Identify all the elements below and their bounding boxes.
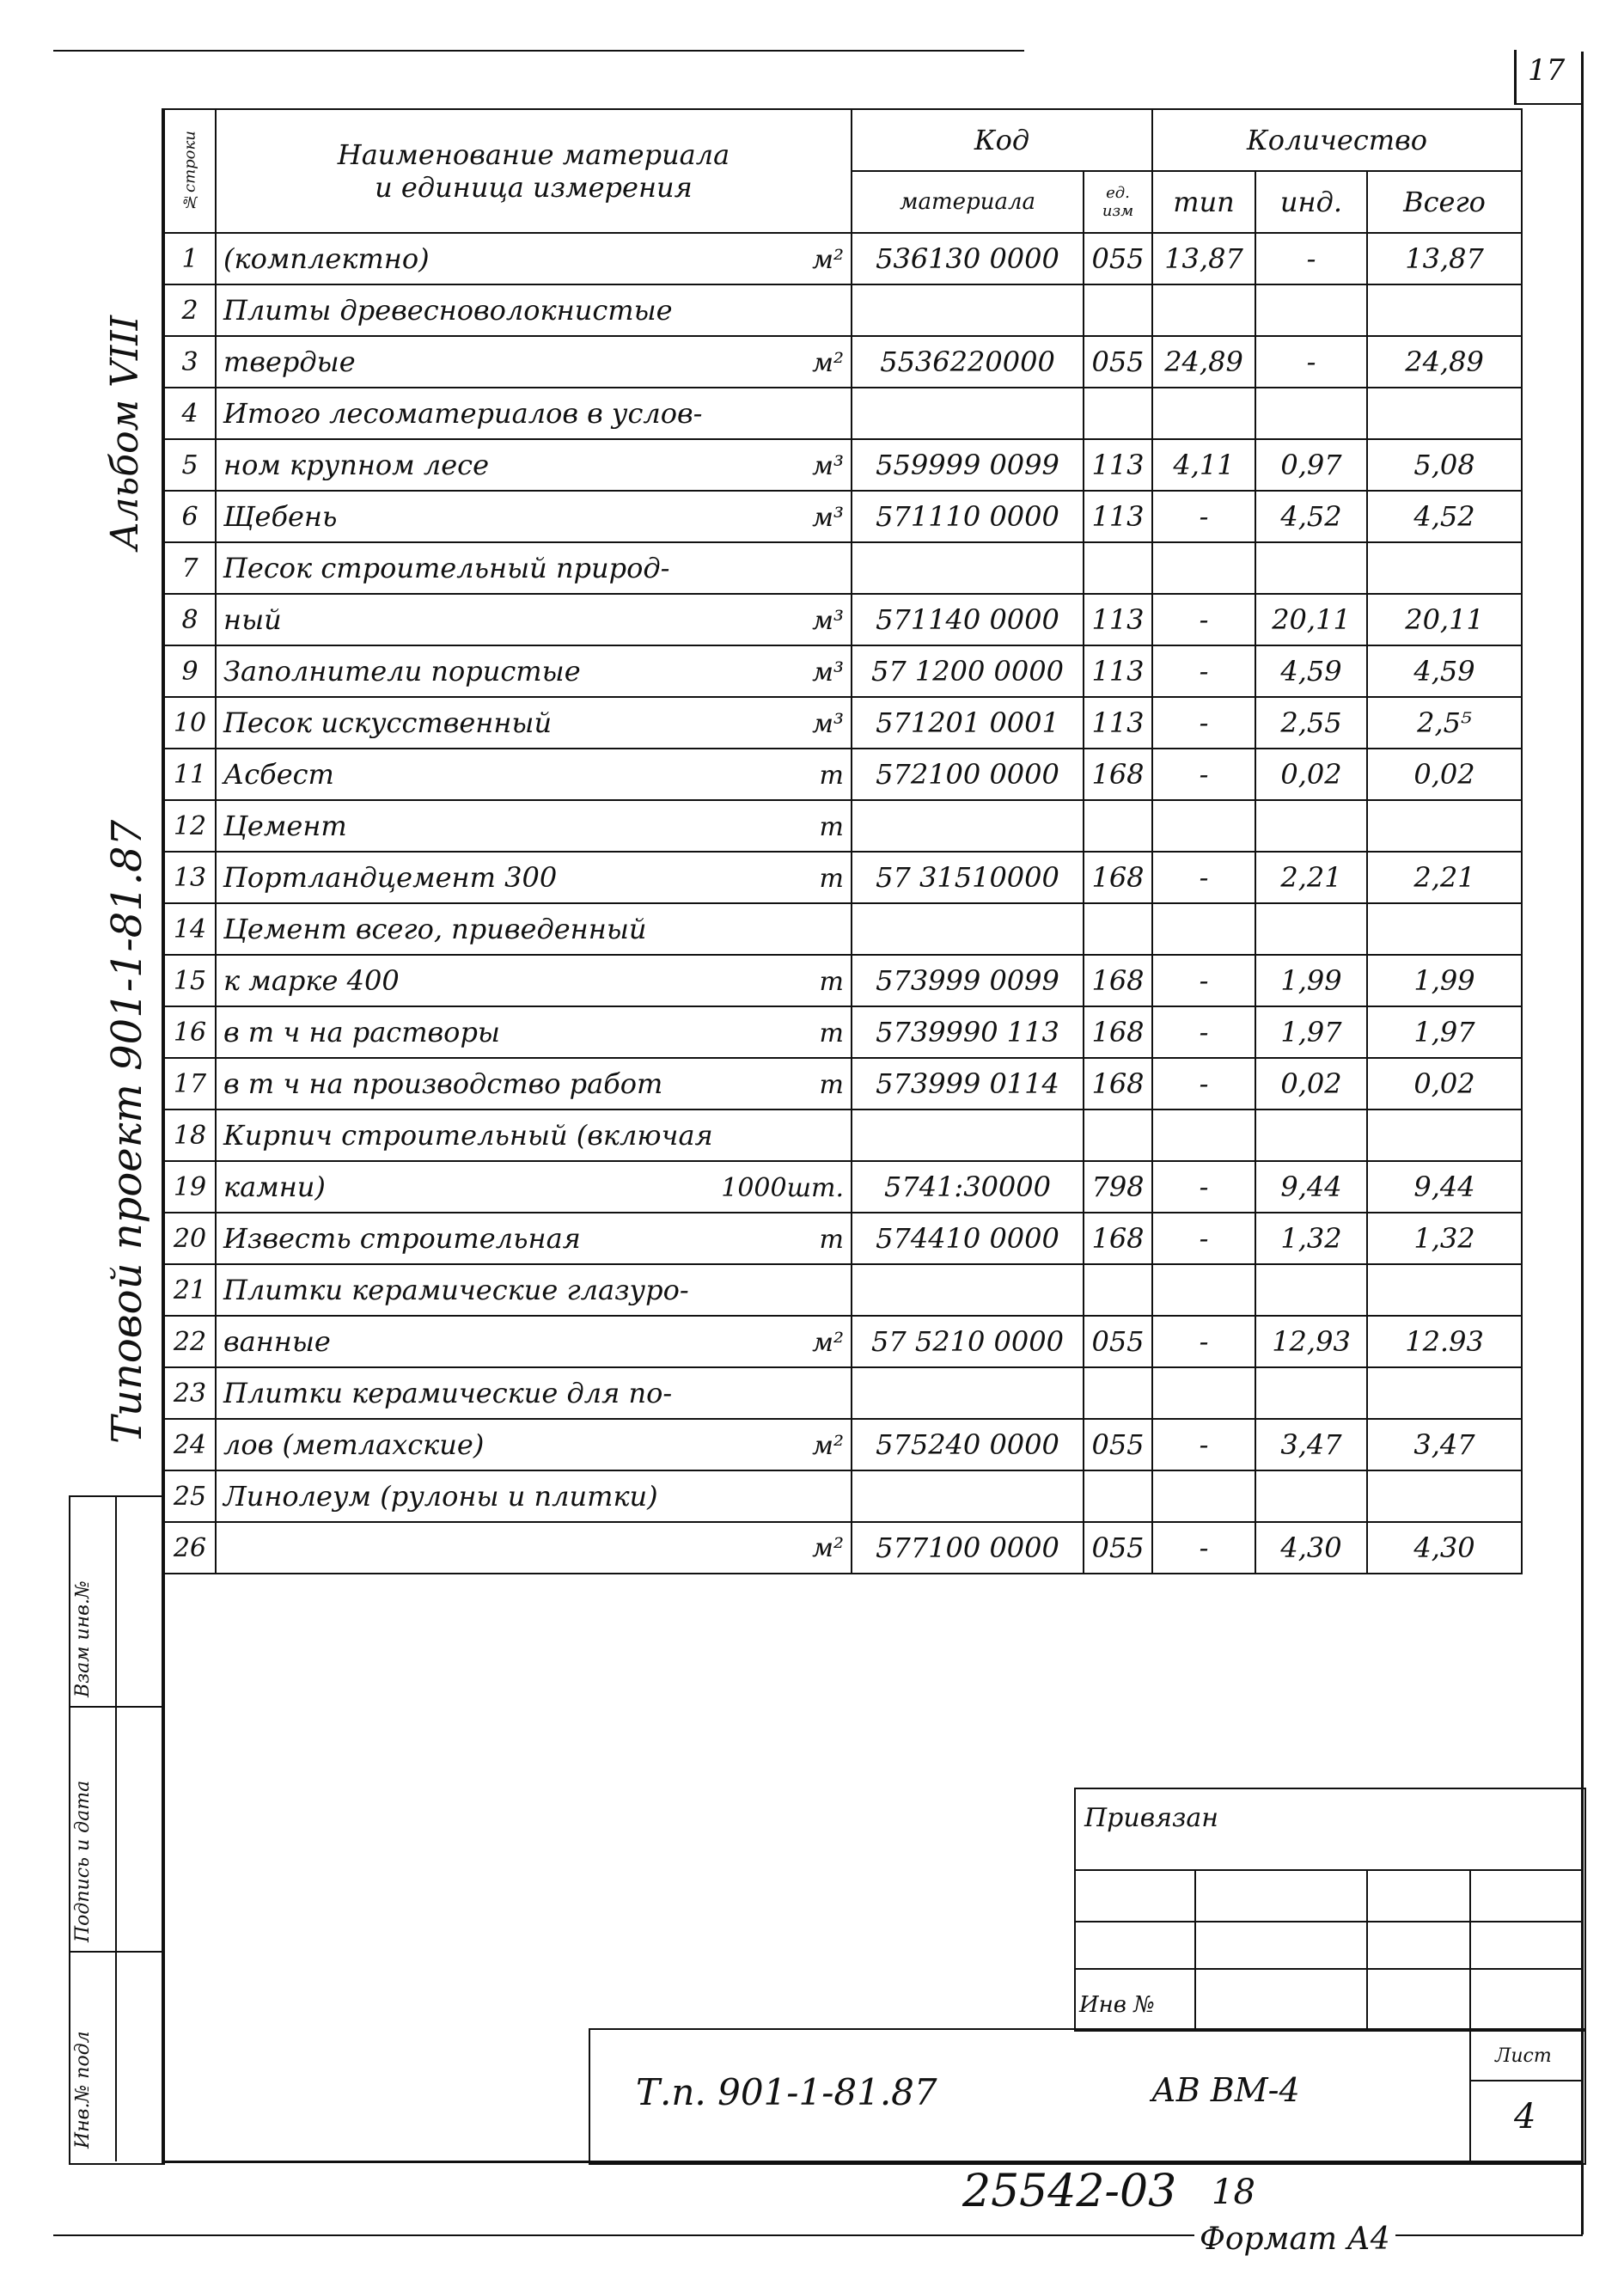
qty-typ-cell <box>1152 388 1255 439</box>
qty-ind-cell: 4,30 <box>1255 1522 1367 1574</box>
unit-code-cell: 055 <box>1084 336 1152 388</box>
unit-code-cell: 168 <box>1084 1058 1152 1109</box>
qty-total-cell <box>1367 903 1522 955</box>
qty-ind-cell <box>1255 1264 1367 1316</box>
qty-typ-cell: - <box>1152 955 1255 1006</box>
material-name-cell <box>216 388 852 439</box>
qty-ind-cell <box>1255 542 1367 594</box>
qty-typ-cell <box>1152 1264 1255 1316</box>
page-number: 17 <box>1528 53 1566 88</box>
header-code-unit: ед. изм <box>1084 171 1152 233</box>
material-code-cell <box>852 542 1084 594</box>
row-number-cell: 23 <box>164 1367 216 1419</box>
table-row <box>164 1006 1522 1058</box>
row-number-cell: 25 <box>164 1470 216 1522</box>
header-row-no-text: №строки <box>180 131 199 211</box>
qty-total-cell: 0,02 <box>1367 1058 1522 1109</box>
album-label: Альбом VIII <box>103 315 147 550</box>
material-name: Песок искусственный <box>223 706 553 739</box>
qty-ind-cell: 1,99 <box>1255 955 1367 1006</box>
qty-typ-cell <box>1152 1109 1255 1161</box>
material-code-cell <box>852 388 1084 439</box>
material-name: лов (метлахские) <box>223 1428 485 1461</box>
material-name-cell <box>216 955 852 1006</box>
table-row <box>164 955 1522 1006</box>
unit-code-cell <box>1084 1367 1152 1419</box>
table-row <box>164 1213 1522 1264</box>
qty-ind-cell: 0,02 <box>1255 749 1367 800</box>
unit-code-cell: 168 <box>1084 1213 1152 1264</box>
material-name-cell <box>216 852 852 903</box>
row-number-cell: 13 <box>164 852 216 903</box>
qty-total-cell: 13,87 <box>1367 233 1522 284</box>
qty-typ-cell: - <box>1152 697 1255 749</box>
material-name: Плиты древесноволокнистые <box>223 294 673 327</box>
material-name: Песок строительный природ- <box>223 552 670 584</box>
row-number-cell: 22 <box>164 1316 216 1367</box>
archive-sub: 18 <box>1212 2173 1255 2212</box>
material-code-cell: 571201 0001 <box>852 697 1084 749</box>
title-block-col-b <box>1366 1869 1368 2028</box>
row-number-cell: 4 <box>164 388 216 439</box>
unit-code-cell: 168 <box>1084 852 1152 903</box>
header-qty-total: Всего <box>1367 171 1522 233</box>
material-name-cell <box>216 1006 852 1058</box>
table-row <box>164 903 1522 955</box>
qty-typ-cell: - <box>1152 594 1255 645</box>
material-name: к марке 400 <box>223 964 400 997</box>
material-name: Итого лесоматериалов в услов- <box>223 397 703 430</box>
material-code-cell <box>852 284 1084 336</box>
material-unit: т <box>819 967 844 997</box>
table-row <box>164 388 1522 439</box>
material-code-cell: 559999 0099 <box>852 439 1084 491</box>
qty-typ-cell <box>1152 903 1255 955</box>
material-code-cell: 574410 0000 <box>852 1213 1084 1264</box>
header-qty-typ: тип <box>1152 171 1255 233</box>
qty-ind-cell: 0,97 <box>1255 439 1367 491</box>
unit-code-cell <box>1084 1470 1152 1522</box>
qty-total-cell: 4,59 <box>1367 645 1522 697</box>
row-number-cell: 10 <box>164 697 216 749</box>
material-name: Заполнители пористые <box>223 655 581 688</box>
header-qty-ind: инд. <box>1255 171 1367 233</box>
qty-total-cell <box>1367 1109 1522 1161</box>
material-unit: м² <box>812 1532 844 1563</box>
qty-typ-cell: - <box>1152 1058 1255 1109</box>
material-name-cell <box>216 1213 852 1264</box>
material-name-cell <box>216 594 852 645</box>
material-name: Линолеум (рулоны и плитки) <box>223 1480 658 1513</box>
qty-ind-cell <box>1255 903 1367 955</box>
material-name-cell <box>216 439 852 491</box>
table-row <box>164 697 1522 749</box>
material-name-cell <box>216 903 852 955</box>
qty-ind-cell: 3,47 <box>1255 1419 1367 1470</box>
material-unit: т <box>819 1225 844 1255</box>
table-row <box>164 284 1522 336</box>
sidebar-stamp-inv: Инв.№ подл <box>72 2031 94 2149</box>
header-code-material: материала <box>852 171 1084 233</box>
qty-total-cell: 5,08 <box>1367 439 1522 491</box>
qty-ind-cell <box>1255 1109 1367 1161</box>
unit-code-cell <box>1084 388 1152 439</box>
qty-typ-cell: - <box>1152 1419 1255 1470</box>
material-code-cell: 5741:30000 <box>852 1161 1084 1213</box>
document-designation: Т.п. 901-1-81.87 <box>636 2071 937 2113</box>
qty-ind-cell: 2,55 <box>1255 697 1367 749</box>
table-row <box>164 1109 1522 1161</box>
qty-typ-cell <box>1152 542 1255 594</box>
row-number-cell: 18 <box>164 1109 216 1161</box>
qty-ind-cell: 20,11 <box>1255 594 1367 645</box>
material-code-cell: 573999 0114 <box>852 1058 1084 1109</box>
unit-code-cell: 113 <box>1084 645 1152 697</box>
material-unit: м³ <box>812 709 844 739</box>
material-unit: м³ <box>812 657 844 688</box>
material-name-cell <box>216 697 852 749</box>
material-code-cell: 536130 0000 <box>852 233 1084 284</box>
row-number-cell: 1 <box>164 233 216 284</box>
table-row <box>164 491 1522 542</box>
material-code-cell <box>852 1470 1084 1522</box>
header-row-no <box>164 109 216 233</box>
qty-total-cell <box>1367 800 1522 852</box>
material-unit: т <box>819 1070 844 1100</box>
qty-typ-cell <box>1152 284 1255 336</box>
material-name-cell <box>216 1367 852 1419</box>
qty-ind-cell: 1,97 <box>1255 1006 1367 1058</box>
header-row-1 <box>164 109 1522 171</box>
row-number-cell: 20 <box>164 1213 216 1264</box>
unit-code-cell: 168 <box>1084 955 1152 1006</box>
table-row <box>164 1316 1522 1367</box>
material-name: ный <box>223 603 282 636</box>
row-number-cell: 8 <box>164 594 216 645</box>
row-number-cell: 24 <box>164 1419 216 1470</box>
qty-ind-cell <box>1255 800 1367 852</box>
table-row <box>164 542 1522 594</box>
qty-typ-cell <box>1152 800 1255 852</box>
qty-total-cell: 4,30 <box>1367 1522 1522 1574</box>
unit-code-cell: 055 <box>1084 233 1152 284</box>
material-unit: м³ <box>812 451 844 481</box>
qty-total-cell: 24,89 <box>1367 336 1522 388</box>
material-name: в т ч на производство работ <box>223 1067 663 1100</box>
material-code-cell: 577100 0000 <box>852 1522 1084 1574</box>
material-code-cell <box>852 903 1084 955</box>
qty-ind-cell: - <box>1255 233 1367 284</box>
row-number-cell: 5 <box>164 439 216 491</box>
qty-typ-cell: - <box>1152 1161 1255 1213</box>
sheet-cell-left <box>1469 2028 1471 2161</box>
material-name-cell <box>216 1109 852 1161</box>
material-name-cell <box>216 336 852 388</box>
title-block-row-c <box>1074 1968 1583 1970</box>
material-name: Цемент всего, приведенный <box>223 913 647 945</box>
materials-table <box>163 108 1523 1574</box>
table-row <box>164 1470 1522 1522</box>
row-number-cell: 7 <box>164 542 216 594</box>
table-row <box>164 233 1522 284</box>
material-code-cell: 571110 0000 <box>852 491 1084 542</box>
material-code-cell <box>852 1109 1084 1161</box>
qty-ind-cell: 1,32 <box>1255 1213 1367 1264</box>
qty-ind-cell: 4,59 <box>1255 645 1367 697</box>
material-code-cell <box>852 1367 1084 1419</box>
qty-ind-cell: 0,02 <box>1255 1058 1367 1109</box>
row-number-cell: 3 <box>164 336 216 388</box>
row-number-cell: 14 <box>164 903 216 955</box>
title-block-col-c <box>1469 1869 1471 2028</box>
unit-code-cell <box>1084 903 1152 955</box>
sidebar-stamp-divider <box>115 1495 117 2161</box>
material-name: ном крупном лесе <box>223 449 490 481</box>
qty-total-cell <box>1367 284 1522 336</box>
material-unit: т <box>819 864 844 894</box>
unit-code-cell: 113 <box>1084 439 1152 491</box>
material-code-cell: 573999 0099 <box>852 955 1084 1006</box>
material-name-cell <box>216 800 852 852</box>
row-number-cell: 12 <box>164 800 216 852</box>
material-name: камни) <box>223 1171 326 1203</box>
row-number-cell: 9 <box>164 645 216 697</box>
table-row <box>164 1419 1522 1470</box>
unit-code-cell <box>1084 1109 1152 1161</box>
unit-code-cell: 798 <box>1084 1161 1152 1213</box>
sheet-cell-mid <box>1469 2080 1583 2081</box>
unit-code-cell: 168 <box>1084 1006 1152 1058</box>
qty-typ-cell: - <box>1152 852 1255 903</box>
qty-total-cell: 9,44 <box>1367 1161 1522 1213</box>
table-row <box>164 439 1522 491</box>
title-block-col-a <box>1194 1869 1196 2028</box>
row-number-cell: 11 <box>164 749 216 800</box>
row-number-cell: 16 <box>164 1006 216 1058</box>
material-name-cell <box>216 1470 852 1522</box>
header-code: Код <box>852 109 1152 171</box>
material-name-cell <box>216 1316 852 1367</box>
title-block-row-a <box>1074 1869 1583 1871</box>
table-row <box>164 1058 1522 1109</box>
unit-code-cell <box>1084 1264 1152 1316</box>
sheet-number: 4 <box>1514 2097 1536 2136</box>
unit-code-cell <box>1084 800 1152 852</box>
material-code-cell: 57 1200 0000 <box>852 645 1084 697</box>
sidebar-stamp-row1 <box>69 1706 162 1708</box>
qty-ind-cell: 9,44 <box>1255 1161 1367 1213</box>
material-name: Плитки керамические глазуро- <box>223 1274 689 1306</box>
table-row <box>164 1161 1522 1213</box>
row-number-cell: 17 <box>164 1058 216 1109</box>
qty-total-cell: 1,32 <box>1367 1213 1522 1264</box>
qty-total-cell: 20,11 <box>1367 594 1522 645</box>
row-number-cell: 21 <box>164 1264 216 1316</box>
material-name: твердые <box>223 345 356 378</box>
format-label: Формат А4 <box>1194 2222 1395 2257</box>
material-code-cell: 57 31510000 <box>852 852 1084 903</box>
material-name: Асбест <box>223 758 334 791</box>
top-rule <box>53 50 1024 52</box>
qty-typ-cell: - <box>1152 491 1255 542</box>
material-code-cell: 575240 0000 <box>852 1419 1084 1470</box>
qty-total-cell <box>1367 388 1522 439</box>
material-code-cell: 5739990 113 <box>852 1006 1084 1058</box>
qty-total-cell: 0,02 <box>1367 749 1522 800</box>
material-name-cell <box>216 1522 852 1574</box>
material-name-cell <box>216 542 852 594</box>
sheet-code: АВ ВМ-4 <box>1151 2071 1300 2109</box>
page-number-box-bottom <box>1514 103 1583 105</box>
material-name: Известь строительная <box>223 1222 581 1255</box>
qty-typ-cell <box>1152 1367 1255 1419</box>
qty-typ-cell: - <box>1152 1213 1255 1264</box>
material-unit: т <box>819 812 844 842</box>
qty-typ-cell: 13,87 <box>1152 233 1255 284</box>
table-row <box>164 1264 1522 1316</box>
material-code-cell: 57 5210 0000 <box>852 1316 1084 1367</box>
qty-total-cell: 1,97 <box>1367 1006 1522 1058</box>
qty-ind-cell: 12,93 <box>1255 1316 1367 1367</box>
unit-code-cell: 113 <box>1084 491 1152 542</box>
material-name: Щебень <box>223 500 338 533</box>
material-unit: 1000шт. <box>721 1173 844 1203</box>
qty-total-cell <box>1367 1264 1522 1316</box>
qty-total-cell: 4,52 <box>1367 491 1522 542</box>
qty-total-cell: 3,47 <box>1367 1419 1522 1470</box>
material-name: ванные <box>223 1325 331 1358</box>
qty-ind-cell: 2,21 <box>1255 852 1367 903</box>
header-qty: Количество <box>1152 109 1522 171</box>
qty-total-cell: 2,21 <box>1367 852 1522 903</box>
row-number-cell: 19 <box>164 1161 216 1213</box>
title-block-row-b <box>1074 1921 1583 1923</box>
material-code-cell <box>852 1264 1084 1316</box>
material-unit: м² <box>812 245 844 275</box>
qty-total-cell <box>1367 1367 1522 1419</box>
material-name: Плитки керамические для по- <box>223 1377 673 1409</box>
material-name: (комплектно) <box>223 242 430 275</box>
page-number-box-left <box>1514 50 1517 105</box>
row-number-cell: 2 <box>164 284 216 336</box>
material-code-cell: 571140 0000 <box>852 594 1084 645</box>
material-unit: м² <box>812 1431 844 1461</box>
qty-typ-cell: - <box>1152 1316 1255 1367</box>
qty-ind-cell: 4,52 <box>1255 491 1367 542</box>
row-number-cell: 6 <box>164 491 216 542</box>
privyazan-label: Привязан <box>1084 1803 1219 1833</box>
material-name-cell <box>216 233 852 284</box>
qty-typ-cell: - <box>1152 1522 1255 1574</box>
material-name: Цемент <box>223 810 347 842</box>
header-name <box>216 109 852 233</box>
table-row <box>164 1367 1522 1419</box>
material-unit: м³ <box>812 606 844 636</box>
material-unit: т <box>819 761 844 791</box>
inv-label: Инв № <box>1079 1992 1155 2018</box>
row-number-cell: 15 <box>164 955 216 1006</box>
qty-typ-cell: - <box>1152 645 1255 697</box>
qty-total-cell: 12.93 <box>1367 1316 1522 1367</box>
material-name: в т ч на растворы <box>223 1016 500 1048</box>
material-name-cell <box>216 749 852 800</box>
material-name-cell <box>216 1264 852 1316</box>
qty-ind-cell <box>1255 388 1367 439</box>
qty-total-cell <box>1367 542 1522 594</box>
material-name-cell <box>216 491 852 542</box>
material-code-cell: 5536220000 <box>852 336 1084 388</box>
qty-ind-cell <box>1255 1470 1367 1522</box>
material-name-cell <box>216 1058 852 1109</box>
table-row <box>164 594 1522 645</box>
qty-total-cell: 2,5⁵ <box>1367 697 1522 749</box>
material-unit: м² <box>812 1328 844 1358</box>
material-unit: т <box>819 1018 844 1048</box>
qty-typ-cell <box>1152 1470 1255 1522</box>
project-label: Типовой проект 901-1-81.87 <box>103 819 151 1444</box>
material-code-cell <box>852 800 1084 852</box>
qty-ind-cell: - <box>1255 336 1367 388</box>
unit-code-cell: 055 <box>1084 1419 1152 1470</box>
qty-typ-cell: - <box>1152 749 1255 800</box>
table-row <box>164 800 1522 852</box>
table-row <box>164 336 1522 388</box>
material-code-cell: 572100 0000 <box>852 749 1084 800</box>
header-name-line1: Наименование материала <box>337 138 730 171</box>
table-row <box>164 749 1522 800</box>
header-name-line2: и единица измерения <box>375 171 693 204</box>
qty-ind-cell <box>1255 1367 1367 1419</box>
material-name-cell <box>216 284 852 336</box>
unit-code-cell: 113 <box>1084 697 1152 749</box>
table-row <box>164 852 1522 903</box>
material-name-cell <box>216 1419 852 1470</box>
qty-typ-cell: 4,11 <box>1152 439 1255 491</box>
qty-total-cell: 1,99 <box>1367 955 1522 1006</box>
sidebar-stamp-vzam: Взам инв.№ <box>72 1580 94 1697</box>
unit-code-cell: 055 <box>1084 1316 1152 1367</box>
material-name-cell <box>216 645 852 697</box>
unit-code-cell <box>1084 284 1152 336</box>
qty-typ-cell: - <box>1152 1006 1255 1058</box>
table-row <box>164 645 1522 697</box>
qty-total-cell <box>1367 1470 1522 1522</box>
material-unit: м³ <box>812 503 844 533</box>
sidebar-stamp-row2 <box>69 1951 162 1953</box>
row-number-cell: 26 <box>164 1522 216 1574</box>
unit-code-cell: 055 <box>1084 1522 1152 1574</box>
sidebar-stamp-sign: Подпись и дата <box>72 1780 94 1942</box>
sheet-label: Лист <box>1495 2045 1552 2067</box>
unit-code-cell: 113 <box>1084 594 1152 645</box>
material-name: Портландцемент 300 <box>223 861 558 894</box>
archive-number: 25542-03 <box>962 2166 1177 2217</box>
unit-code-cell <box>1084 542 1152 594</box>
table-row <box>164 1522 1522 1574</box>
material-name: Кирпич строительный (включая <box>223 1119 713 1152</box>
material-unit: м² <box>812 348 844 378</box>
material-name-cell <box>216 1161 852 1213</box>
qty-ind-cell <box>1255 284 1367 336</box>
unit-code-cell: 168 <box>1084 749 1152 800</box>
qty-typ-cell: 24,89 <box>1152 336 1255 388</box>
